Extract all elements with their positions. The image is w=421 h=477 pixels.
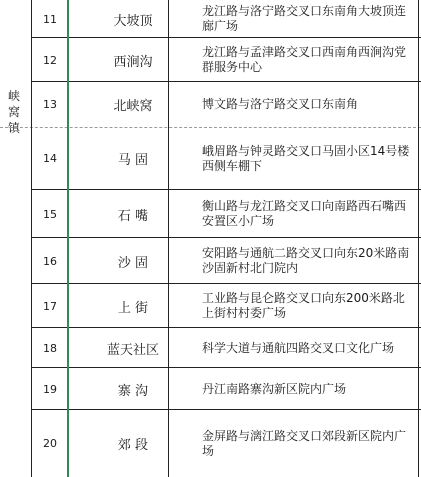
- row-number: 16: [43, 254, 57, 268]
- table-row: [32, 127, 421, 190]
- table-row: [32, 190, 421, 238]
- site-name: 北峡窝: [113, 99, 153, 114]
- site-name: 沙 固: [117, 255, 149, 271]
- site-address: 科学大道与通航四路交叉口文化广场: [202, 340, 395, 355]
- site-name: 上 街: [117, 300, 149, 316]
- table-row: [32, 38, 421, 82]
- row-number: 18: [43, 341, 57, 355]
- row-number: 14: [43, 152, 57, 165]
- site-name: 石 嘴: [117, 208, 149, 224]
- table-row: [32, 410, 421, 477]
- column-divider: [168, 0, 169, 477]
- town-label: [6, 88, 22, 136]
- site-address: 安阳路与通航二路交叉口向东20米路南沙固新村北门院内: [202, 246, 410, 275]
- town-char: 窝: [7, 105, 20, 119]
- site-address: 峨眉路与钟灵路交叉口马固小区14号楼西侧车棚下: [202, 143, 410, 173]
- row-number: 12: [43, 53, 57, 67]
- table-row: [32, 368, 421, 410]
- site-name: 蓝天社区: [106, 342, 159, 358]
- site-name: 马 固: [117, 153, 149, 168]
- site-address: 工业路与昆仑路交叉口向东200米路北上街村村委广场: [202, 291, 405, 320]
- column-divider: [67, 0, 69, 477]
- row-number: 15: [43, 207, 57, 221]
- site-address: 博文路与洛宁路交叉口东南角: [202, 97, 359, 111]
- row-number: 20: [43, 437, 57, 450]
- row-number: 13: [43, 98, 57, 111]
- site-name: 西涧沟: [113, 54, 153, 70]
- site-address: 金屏路与漓江路交叉口郊段新区院内广场: [202, 428, 407, 458]
- site-name: 大坡顶: [113, 13, 153, 29]
- row-number: 17: [43, 299, 57, 313]
- table-row: [32, 328, 421, 368]
- town-cell: [0, 0, 32, 477]
- column-divider: [31, 0, 32, 477]
- table-row: [32, 238, 421, 284]
- site-name: 寨 沟: [117, 383, 149, 399]
- table-row: [32, 284, 421, 328]
- table-row: [32, 82, 421, 127]
- site-address: 衡山路与龙江路交叉口向南路西石嘴西安置区小广场: [202, 199, 407, 228]
- town-char: 镇: [7, 121, 20, 135]
- site-name: 郊 段: [117, 438, 149, 453]
- site-address: 丹江南路寨沟新区院内广场: [202, 381, 347, 396]
- site-address: 龙江路与洛宁路交叉口东南角大坡顶连廊广场: [202, 4, 407, 33]
- row-number: 11: [43, 12, 57, 26]
- town-char: 峡: [7, 89, 20, 103]
- column-divider: [418, 0, 419, 477]
- table-row: [32, 0, 421, 38]
- row-number: 19: [43, 382, 57, 396]
- site-address: 龙江路与孟津路交叉口西南角西涧沟党群服务中心: [202, 45, 407, 74]
